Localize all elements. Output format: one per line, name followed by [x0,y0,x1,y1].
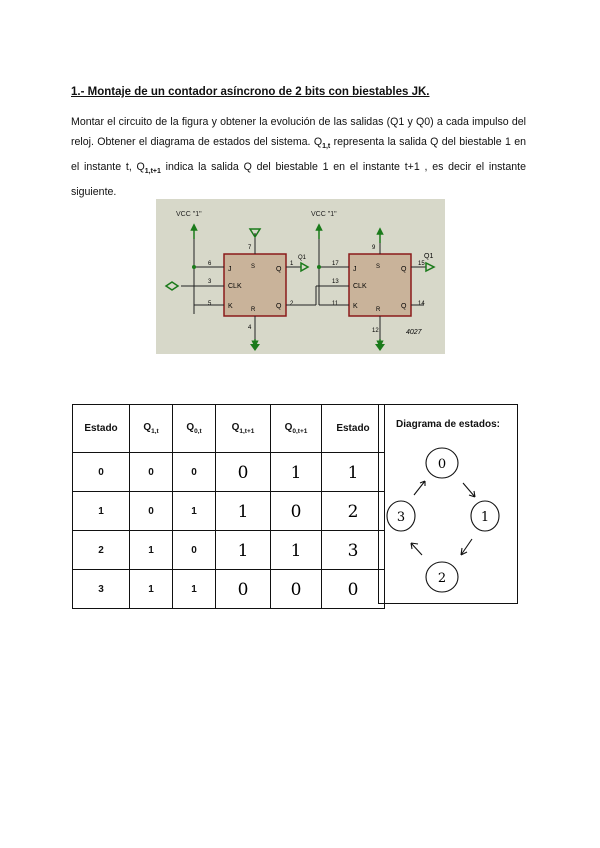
pin-label: 4 [248,325,252,331]
table-cell-handwritten [216,453,271,492]
table-cell-handwritten [322,570,385,609]
svg-text:0: 0 [237,462,249,483]
table-cell-handwritten [216,531,271,570]
state-label: 1 [480,510,490,525]
col-header: Estado [73,405,130,453]
table-row [73,531,385,570]
svg-text:1: 1 [237,540,249,561]
table-cell: 0 [73,453,130,492]
table-cell-handwritten [216,492,271,531]
ff1-k-label: K [228,303,233,310]
state-table [72,404,385,609]
table-cell: 2 [73,531,130,570]
transition-arrow [414,481,425,495]
svg-text:2: 2 [347,501,359,522]
svg-text:0: 0 [290,579,302,600]
pin-label: 1 [290,261,294,267]
chip-label: 4027 [406,329,422,336]
exercise-description: Montar el circuito de la figura y obtener la evolución de las salidas (Q1 y Q0) a cada impulso del reloj. Obtener el diagrama de estados del sistema. $Q_{1,t}$ representa la salida Q del biestable 1 en el instante t, $Q_{1,t+1}$ indica la salida Q del biestable 1 en el instante t+1 , es decir el instante siguiente. [71,116,526,199]
ff2-r-label: R [376,307,381,313]
pin-label: 7 [248,245,252,251]
transition-arrow [463,483,475,497]
pin-label: 14 [418,301,425,307]
pin-label: 6 [208,261,212,267]
table-cell: 1 [130,531,173,570]
ff1-j-label: J [228,266,232,273]
pin-label: 3 [208,279,212,285]
transition-arrow [461,539,472,555]
table-cell: 0 [130,453,173,492]
ff2-k-label: K [353,303,358,310]
vcc-right-label: VCC "1" [311,211,337,218]
svg-text:3: 3 [347,540,359,561]
svg-text:0: 0 [290,501,302,522]
pin-label: 9 [372,245,376,251]
transition-arrow [411,543,422,555]
table-cell: 0 [173,453,216,492]
table-cell-handwritten [216,570,271,609]
table-cell: 1 [73,492,130,531]
pin-label: 17 [332,261,339,267]
svg-text:1: 1 [290,462,302,483]
col-header: $Q_{1,t+1}$ [216,405,271,453]
svg-text:1: 1 [347,462,359,483]
table-cell: 0 [173,531,216,570]
ff1-r-label: R [251,307,256,313]
col-header: $Q_{0,t}$ [173,405,216,453]
ff2-s-label: S [376,264,381,270]
pin-label: 12 [372,328,379,334]
table-cell-handwritten [322,531,385,570]
state-label: 3 [396,510,406,525]
table-cell-handwritten [271,453,322,492]
probe-q1 [301,263,308,271]
vcc-left-label: VCC "1" [176,211,202,218]
exercise-title: 1.- Montaje de un contador asíncrono de 2 bits con biestables JK. [71,86,430,98]
state-label: 2 [437,571,447,586]
ff2-q-label: Q [401,266,407,273]
table-cell: 1 [173,492,216,531]
clock-input-icon [166,282,178,290]
table-cell-handwritten [271,570,322,609]
ff1-s-label: S [251,264,256,270]
col-header: $Q_{1,t}$ [130,405,173,453]
table-row [73,453,385,492]
table-cell: 3 [73,570,130,609]
table-cell-handwritten [322,453,385,492]
ground-symbol [250,344,260,351]
table-row [73,492,385,531]
pin-label: 13 [332,279,339,285]
state-diagram-title: Diagrama de estados: [396,419,500,430]
svg-text:1: 1 [290,540,302,561]
col-header: Estado [322,405,385,453]
q0-output-label: Q1 [424,253,434,260]
svg-text:0: 0 [347,579,359,600]
pin-label: 5 [208,301,212,307]
table-cell: 1 [173,570,216,609]
ff2-clk-label: CLK [353,283,367,290]
table-cell-handwritten [271,492,322,531]
table-cell: 1 [130,570,173,609]
circuit-figure [156,199,445,354]
table-cell-handwritten [322,492,385,531]
ff1-q-label: Q [276,266,282,273]
table-cell: 0 [130,492,173,531]
table-cell-handwritten [271,531,322,570]
table-row [73,570,385,609]
ff2-qn-label: Q [401,303,407,310]
pin-label: 11 [332,301,339,307]
ff1-clk-label: CLK [228,283,242,290]
svg-text:1: 1 [237,501,249,522]
state-diagram-box [378,404,518,604]
pin-label: 15 [418,261,425,267]
state-label: 0 [437,457,447,472]
ground-symbol [375,344,385,351]
col-header: $Q_{0,t+1}$ [271,405,322,453]
svg-text:0: 0 [237,579,249,600]
ff1-qn-label: Q [276,303,282,310]
ff2-j-label: J [353,266,357,273]
q1-output-label: Q1 [298,255,307,261]
probe-q0 [426,263,434,271]
pin-label: 2 [290,301,294,307]
table-header-row [73,405,385,453]
